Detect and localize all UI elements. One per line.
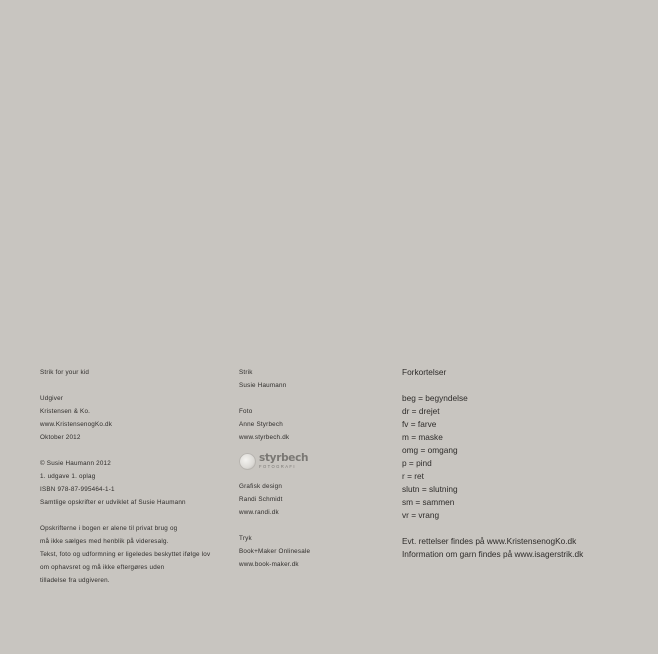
abbreviation-item: vr = vrang [402, 510, 440, 520]
book-title: Strik for your kid [40, 369, 90, 376]
styrbech-logo [239, 450, 389, 472]
logo-wordmark: styrbech [259, 452, 309, 465]
rights-line: Tekst, foto og udformning er ligeledes beskyttet ifølge lov [40, 551, 211, 558]
publish-date: Oktober 2012 [40, 434, 81, 441]
abbreviation-item: omg = omgang [402, 445, 458, 455]
abbreviation-item: slutn = slutning [402, 484, 458, 494]
design-url: www.randi.dk [239, 509, 279, 516]
logo-subtitle: FOTOGRAFI [259, 463, 296, 469]
design-name: Randi Schmidt [239, 496, 283, 503]
print-label: Tryk [239, 535, 252, 542]
abbreviation-item: p = pind [402, 458, 432, 468]
design-credit-line: Samtlige opskrifter er udviklet af Susie Haumann [40, 499, 186, 506]
abbreviation-item: fv = farve [402, 419, 437, 429]
edition-line: 1. udgave 1. oplag [40, 473, 96, 480]
publisher-url: www.KristensenogKo.dk [40, 421, 113, 428]
rights-line: må ikke sælges med henblik på videresalg. [40, 538, 169, 545]
abbreviation-item: r = ret [402, 471, 424, 481]
abbreviations-column [402, 366, 642, 561]
camera-lens-icon [239, 453, 256, 470]
yarn-info-note: Information om garn findes på www.isagerstrik.dk [402, 549, 584, 559]
abbreviations-heading: Forkortelser [402, 367, 447, 377]
knit-name: Susie Haumann [239, 382, 287, 389]
abbreviation-item: sm = sammen [402, 497, 455, 507]
print-url: www.book-maker.dk [239, 561, 299, 568]
colophon-left-column [40, 366, 230, 587]
print-name: Book+Maker Onlinesale [239, 548, 311, 555]
design-label: Grafisk design [239, 483, 283, 490]
colophon-credits-column [239, 366, 389, 571]
isbn-line: ISBN 978-87-995464-1-1 [40, 486, 115, 493]
abbreviation-item: m = maske [402, 432, 443, 442]
photo-label: Foto [239, 408, 253, 415]
abbreviation-item: dr = drejet [402, 406, 440, 416]
rights-line: tilladelse fra udgiveren. [40, 577, 110, 584]
knit-label: Strik [239, 369, 253, 376]
rights-line: om ophavsret og må ikke eftergøres uden [40, 564, 165, 571]
rights-line: Opskrifterne i bogen er alene til privat brug og [40, 525, 178, 532]
publisher-name: Kristensen & Ko. [40, 408, 91, 415]
copyright-line: © Susie Haumann 2012 [40, 460, 111, 467]
errata-note: Evt. rettelser findes på www.KristensenogKo.dk [402, 536, 577, 546]
photo-url: www.styrbech.dk [239, 434, 290, 441]
abbreviation-item: beg = begyndelse [402, 393, 468, 403]
photo-name: Anne Styrbech [239, 421, 283, 428]
publisher-label: Udgiver [40, 395, 64, 402]
